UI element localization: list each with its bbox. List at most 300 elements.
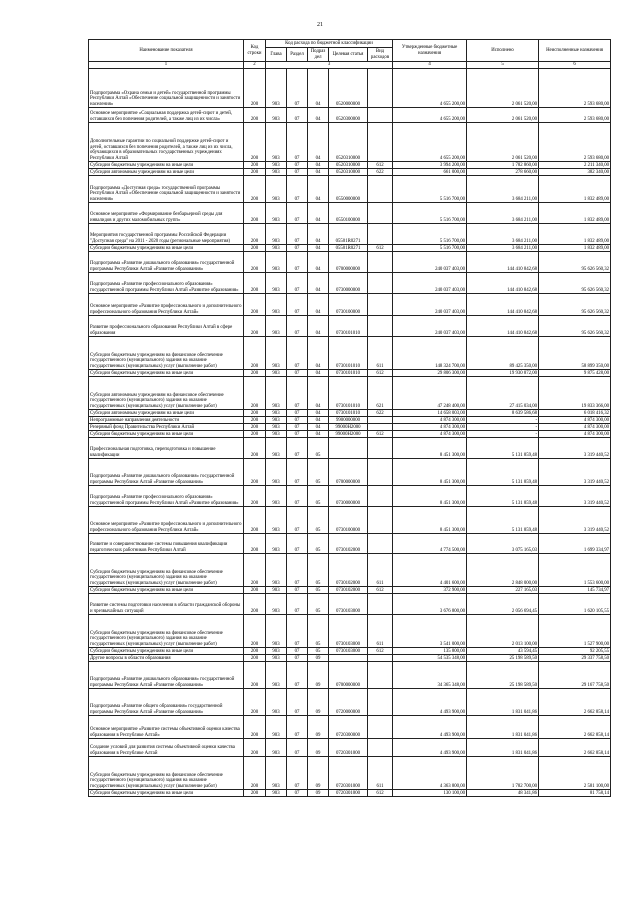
row-expense-type: 622 — [368, 169, 393, 176]
row-expense-type: 612 — [368, 162, 393, 169]
row-executed: 3 684 211,00 — [467, 224, 539, 245]
row-name: Субсидии бюджетным учреждениям на иные цели — [89, 790, 244, 797]
page-number: 21 — [317, 22, 323, 28]
row-executed: 2 848 000,00 — [467, 554, 539, 587]
row-glava: 903 — [266, 69, 287, 108]
row-name: Подпрограмма «Развитие дошкольного образования» государственной программы Республики Алтай «Развитие образования» — [89, 459, 244, 486]
row-unexecuted: 29 167 758,50 — [539, 662, 611, 689]
row-name: Субсидии автономным учреждениям на финансовое обеспечение государственного (муниципального) задания на оказание государственных (муниципальных) услуг (выполнение работ) — [89, 377, 244, 410]
table-row — [89, 594, 611, 615]
row-podrazdel: 04 — [308, 417, 329, 424]
row-target-article: 9900000000 — [329, 417, 368, 424]
row-target-article: 0520310000 — [329, 169, 368, 176]
row-line-code: 200 — [244, 790, 266, 797]
row-expense-type: 611 — [368, 757, 393, 790]
row-expense-type: 612 — [368, 790, 393, 797]
row-approved: 34 365 348,00 — [393, 662, 467, 689]
row-expense-type — [368, 424, 393, 431]
row-approved: 4 655 200,00 — [393, 108, 467, 123]
row-target-article: 0520300000 — [329, 108, 368, 123]
row-executed: 144 410 842,68 — [467, 252, 539, 273]
row-podrazdel: 04 — [308, 316, 329, 337]
row-expense-type — [368, 203, 393, 224]
row-unexecuted: 19 833 366,00 — [539, 377, 611, 410]
row-name: Субсидии бюджетным учреждениям на иные цели — [89, 162, 244, 169]
row-line-code: 200 — [244, 123, 266, 162]
row-razdel: 07 — [287, 417, 308, 424]
row-podrazdel: 04 — [308, 370, 329, 377]
row-razdel: 07 — [287, 224, 308, 245]
row-target-article: 0520310000 — [329, 162, 368, 169]
table-row — [89, 203, 611, 224]
table-row — [89, 169, 611, 176]
row-expense-type — [368, 662, 393, 689]
row-podrazdel: 09 — [308, 790, 329, 797]
row-approved: 4 874 300,00 — [393, 417, 467, 424]
row-podrazdel: 04 — [308, 123, 329, 162]
row-expense-type: 622 — [368, 410, 393, 417]
row-name: Развитие и совершенствование системы повышения квалификации педагогических работников Республики Алтай — [89, 534, 244, 554]
row-unexecuted: 2 662 858,14 — [539, 739, 611, 757]
row-unexecuted: 29 337 758,50 — [539, 655, 611, 662]
row-name: Подпрограмма «Доступная среда» государственной программы Республики Алтай «Обеспечение социальной защищенности и занятости населения» — [89, 176, 244, 203]
row-podrazdel: 09 — [308, 739, 329, 757]
row-target-article: 0730102000 — [329, 587, 368, 594]
row-unexecuted: 9 875 428,00 — [539, 370, 611, 377]
table-row — [89, 739, 611, 757]
row-target-article — [329, 438, 368, 459]
row-approved: 4 493 900,00 — [393, 689, 467, 716]
row-unexecuted: 2 593 680,00 — [539, 69, 611, 108]
row-name: Подпрограмма «Развитие дошкольного образования» государственной программы Республики Алтай «Развитие образования» — [89, 662, 244, 689]
row-name: Подпрограмма «Развитие профессионального образования» государственной программы Республики Алтай «Развитие образования» — [89, 273, 244, 294]
row-line-code: 200 — [244, 108, 266, 123]
row-glava: 903 — [266, 424, 287, 431]
row-glava: 903 — [266, 534, 287, 554]
row-name: Субсидии бюджетным учреждениям на иные цели — [89, 587, 244, 594]
row-target-article: 0730103000 — [329, 615, 368, 648]
row-razdel: 07 — [287, 486, 308, 507]
row-glava: 903 — [266, 486, 287, 507]
row-razdel: 07 — [287, 169, 308, 176]
row-line-code: 200 — [244, 438, 266, 459]
row-approved: 240 037 403,00 — [393, 316, 467, 337]
row-expense-type — [368, 486, 393, 507]
row-line-code: 200 — [244, 377, 266, 410]
row-line-code: 200 — [244, 739, 266, 757]
row-line-code: 200 — [244, 689, 266, 716]
header-razdel: Раздел — [287, 48, 308, 62]
row-approved: 8 451 300,00 — [393, 438, 467, 459]
row-glava: 903 — [266, 431, 287, 438]
row-name: Создание условий для развития системы объективной оценки качества образования в Республике Алтай — [89, 739, 244, 757]
row-target-article: 0730102000 — [329, 554, 368, 587]
row-unexecuted: 4 874 300,00 — [539, 424, 611, 431]
row-name: Основное мероприятие «Развитие профессионального и дополнительного профессионального образования Республики Алтай» — [89, 294, 244, 316]
row-unexecuted: 145 734,97 — [539, 587, 611, 594]
row-expense-type — [368, 459, 393, 486]
row-approved: 4 874 300,00 — [393, 424, 467, 431]
row-expense-type: 612 — [368, 245, 393, 252]
row-unexecuted: 1 832 489,00 — [539, 176, 611, 203]
row-executed: - — [467, 424, 539, 431]
row-unexecuted: 2 593 680,00 — [539, 108, 611, 123]
row-approved: 240 037 403,00 — [393, 273, 467, 294]
row-executed: 144 410 842,68 — [467, 273, 539, 294]
row-glava: 903 — [266, 655, 287, 662]
row-unexecuted: 1 620 105,55 — [539, 594, 611, 615]
row-executed: - — [467, 417, 539, 424]
row-line-code: 200 — [244, 424, 266, 431]
row-target-article: 05501R0271 — [329, 224, 368, 245]
row-approved: 4 493 900,00 — [393, 716, 467, 739]
row-razdel: 07 — [287, 176, 308, 203]
row-glava: 903 — [266, 224, 287, 245]
row-expense-type — [368, 534, 393, 554]
row-name: Субсидии бюджетным учреждениям на иные цели — [89, 648, 244, 655]
row-razdel: 07 — [287, 648, 308, 655]
row-expense-type — [368, 417, 393, 424]
row-approved: 661 000,00 — [393, 169, 467, 176]
row-executed: 278 660,00 — [467, 169, 539, 176]
row-executed: 3 684 211,00 — [467, 176, 539, 203]
row-glava: 903 — [266, 594, 287, 615]
row-line-code: 200 — [244, 757, 266, 790]
row-razdel: 07 — [287, 438, 308, 459]
table-row — [89, 410, 611, 417]
row-expense-type — [368, 689, 393, 716]
row-target-article: 0730103000 — [329, 594, 368, 615]
row-podrazdel: 05 — [308, 648, 329, 655]
row-target-article: 0700000000 — [329, 459, 368, 486]
row-glava: 903 — [266, 245, 287, 252]
row-line-code: 200 — [244, 224, 266, 245]
row-approved: 29 806 300,00 — [393, 370, 467, 377]
row-expense-type: 611 — [368, 615, 393, 648]
row-line-code: 200 — [244, 294, 266, 316]
row-razdel: 07 — [287, 594, 308, 615]
row-line-code: 200 — [244, 370, 266, 377]
row-name: Субсидии бюджетным учреждениям на финансовое обеспечение государственного (муниципального) задания на оказание государственных (муниципальных) услуг (выполнение работ) — [89, 615, 244, 648]
table-row — [89, 108, 611, 123]
header-code-line: Код строки — [244, 40, 266, 62]
row-approved: 130 100,00 — [393, 790, 467, 797]
row-line-code: 200 — [244, 176, 266, 203]
table-row — [89, 587, 611, 594]
row-approved: 372 900,00 — [393, 587, 467, 594]
row-razdel: 07 — [287, 316, 308, 337]
row-podrazdel: 04 — [308, 169, 329, 176]
row-unexecuted: 95 626 560,32 — [539, 273, 611, 294]
row-line-code: 200 — [244, 273, 266, 294]
row-glava: 903 — [266, 176, 287, 203]
row-glava: 903 — [266, 377, 287, 410]
row-expense-type — [368, 594, 393, 615]
row-approved: 8 451 300,00 — [393, 486, 467, 507]
row-unexecuted: 6 018 416,32 — [539, 410, 611, 417]
row-executed: 1 782 700,00 — [467, 757, 539, 790]
row-executed: 43 594,45 — [467, 648, 539, 655]
table-row — [89, 431, 611, 438]
row-expense-type — [368, 252, 393, 273]
row-unexecuted: 95 626 560,32 — [539, 316, 611, 337]
row-razdel: 07 — [287, 739, 308, 757]
row-razdel: 07 — [287, 273, 308, 294]
row-glava: 903 — [266, 790, 287, 797]
row-approved: 3 541 000,00 — [393, 615, 467, 648]
row-glava: 903 — [266, 662, 287, 689]
index-cell: 4 — [393, 62, 467, 69]
row-line-code: 200 — [244, 410, 266, 417]
row-executed: 1 831 041,86 — [467, 716, 539, 739]
row-target-article: 0730100000 — [329, 294, 368, 316]
row-executed: 19 930 872,00 — [467, 370, 539, 377]
row-unexecuted: 2 581 100,00 — [539, 757, 611, 790]
row-razdel: 07 — [287, 108, 308, 123]
row-executed: 2 061 520,00 — [467, 123, 539, 162]
table-row — [89, 662, 611, 689]
header-name: Наименование показателя — [89, 40, 244, 62]
row-line-code: 200 — [244, 431, 266, 438]
row-name: Другие вопросы в области образования — [89, 655, 244, 662]
row-expense-type: 611 — [368, 337, 393, 370]
header-expense-type: Вид расходов — [368, 48, 393, 62]
row-glava: 903 — [266, 252, 287, 273]
row-expense-type: 611 — [368, 554, 393, 587]
index-cell: 6 — [539, 62, 611, 69]
table-row — [89, 554, 611, 587]
row-target-article: 0720300000 — [329, 716, 368, 739]
row-podrazdel: 09 — [308, 716, 329, 739]
row-glava: 903 — [266, 108, 287, 123]
table-row — [89, 123, 611, 162]
row-unexecuted: 2 662 858,14 — [539, 716, 611, 739]
row-executed: 2 061 520,00 — [467, 69, 539, 108]
row-executed: 5 131 859,48 — [467, 486, 539, 507]
row-razdel: 07 — [287, 459, 308, 486]
row-razdel: 07 — [287, 424, 308, 431]
header-executed: Исполнено — [467, 40, 539, 62]
row-name: Подпрограмма «Развитие общего образования» государственной программы Республики Алтай «Развитие образования» — [89, 689, 244, 716]
row-podrazdel: 05 — [308, 459, 329, 486]
row-line-code: 200 — [244, 486, 266, 507]
row-podrazdel: 04 — [308, 337, 329, 370]
row-razdel: 07 — [287, 790, 308, 797]
row-executed: 144 410 842,68 — [467, 294, 539, 316]
row-name: Подпрограмма «Охрана семьи и детей» государственной программы Республики Алтай «Обеспечение социальной защищенности и занятости населения» — [89, 69, 244, 108]
row-executed: 89 425 350,00 — [467, 337, 539, 370]
row-glava: 903 — [266, 554, 287, 587]
row-glava: 903 — [266, 410, 287, 417]
row-executed: 25 198 589,50 — [467, 655, 539, 662]
row-podrazdel: 04 — [308, 176, 329, 203]
row-unexecuted: 4 874 300,00 — [539, 417, 611, 424]
header-glava: Глава — [266, 48, 287, 62]
row-name: Развитие профессионального образования Республики Алтай в сфере образования — [89, 316, 244, 337]
row-unexecuted: 1 553 600,00 — [539, 554, 611, 587]
row-glava: 903 — [266, 123, 287, 162]
row-name: Подпрограмма «Развитие дошкольного образования» государственной программы Республики Алтай «Развитие образования» — [89, 252, 244, 273]
row-executed: 27 415 034,00 — [467, 377, 539, 410]
row-podrazdel: 05 — [308, 615, 329, 648]
row-target-article: 0700000000 — [329, 662, 368, 689]
row-podrazdel: 04 — [308, 410, 329, 417]
row-podrazdel: 05 — [308, 507, 329, 534]
table-row — [89, 273, 611, 294]
row-executed: 3 684 211,00 — [467, 203, 539, 224]
row-line-code: 200 — [244, 554, 266, 587]
header-target: Целевая статья — [329, 48, 368, 62]
row-line-code: 200 — [244, 594, 266, 615]
row-approved: 240 037 403,00 — [393, 294, 467, 316]
row-line-code: 200 — [244, 534, 266, 554]
row-target-article: 0700000000 — [329, 252, 368, 273]
table-row — [89, 689, 611, 716]
row-razdel: 07 — [287, 662, 308, 689]
row-approved: 5 516 700,00 — [393, 224, 467, 245]
row-target-article: 0720301000 — [329, 790, 368, 797]
row-name: Основное мероприятие «Социальная поддержка детей-сирот и детей, оставшихся без попечения родителей, а также лиц из их числа» — [89, 108, 244, 123]
row-target-article: 0730101010 — [329, 370, 368, 377]
row-line-code: 200 — [244, 203, 266, 224]
row-line-code: 200 — [244, 162, 266, 169]
row-unexecuted: 1 832 489,00 — [539, 203, 611, 224]
row-unexecuted: 2 662 858,14 — [539, 689, 611, 716]
row-podrazdel: 09 — [308, 662, 329, 689]
row-razdel: 07 — [287, 615, 308, 648]
row-glava: 903 — [266, 417, 287, 424]
row-unexecuted: 1 527 900,00 — [539, 615, 611, 648]
row-glava: 903 — [266, 316, 287, 337]
row-razdel: 07 — [287, 377, 308, 410]
row-approved: 5 516 700,00 — [393, 245, 467, 252]
row-glava: 903 — [266, 162, 287, 169]
row-approved: 4 493 900,00 — [393, 739, 467, 757]
row-podrazdel: 04 — [308, 294, 329, 316]
row-podrazdel: 05 — [308, 554, 329, 587]
row-unexecuted: 95 626 560,32 — [539, 294, 611, 316]
row-expense-type: 612 — [368, 648, 393, 655]
row-razdel: 07 — [287, 245, 308, 252]
row-glava: 903 — [266, 273, 287, 294]
row-approved: 5 516 700,00 — [393, 203, 467, 224]
row-line-code: 200 — [244, 169, 266, 176]
row-glava: 903 — [266, 507, 287, 534]
table-row — [89, 438, 611, 459]
row-razdel: 07 — [287, 294, 308, 316]
row-executed: 3 684 211,00 — [467, 245, 539, 252]
row-expense-type — [368, 224, 393, 245]
row-target-article: 0550000000 — [329, 176, 368, 203]
row-target-article: 0720000000 — [329, 689, 368, 716]
row-razdel: 07 — [287, 587, 308, 594]
row-razdel: 07 — [287, 410, 308, 417]
row-target-article: 0730101010 — [329, 316, 368, 337]
row-unexecuted: 3 319 440,52 — [539, 507, 611, 534]
row-line-code: 200 — [244, 337, 266, 370]
row-glava: 903 — [266, 337, 287, 370]
row-podrazdel: 04 — [308, 162, 329, 169]
table-row — [89, 370, 611, 377]
row-approved: 8 451 300,00 — [393, 459, 467, 486]
row-executed: - — [467, 431, 539, 438]
index-cell: 5 — [467, 62, 539, 69]
row-executed: 1 831 041,86 — [467, 739, 539, 757]
row-line-code: 200 — [244, 245, 266, 252]
row-target-article: 0730103000 — [329, 648, 368, 655]
row-glava: 903 — [266, 648, 287, 655]
row-target-article: 0730000000 — [329, 273, 368, 294]
row-podrazdel: 09 — [308, 655, 329, 662]
row-razdel: 07 — [287, 123, 308, 162]
row-target-article: 0550100000 — [329, 203, 368, 224]
row-expense-type — [368, 739, 393, 757]
row-unexecuted: 1 699 334,97 — [539, 534, 611, 554]
row-expense-type: 612 — [368, 587, 393, 594]
row-approved: 148 324 700,00 — [393, 337, 467, 370]
row-line-code: 200 — [244, 615, 266, 648]
table-row — [89, 316, 611, 337]
table-row — [89, 648, 611, 655]
row-glava: 903 — [266, 294, 287, 316]
row-razdel: 07 — [287, 337, 308, 370]
row-unexecuted: 4 874 300,00 — [539, 431, 611, 438]
table-row — [89, 486, 611, 507]
table-row — [89, 252, 611, 273]
row-approved: 3 994 200,00 — [393, 162, 467, 169]
row-expense-type — [368, 507, 393, 534]
row-glava: 903 — [266, 370, 287, 377]
row-glava: 903 — [266, 587, 287, 594]
row-approved: 4 874 300,00 — [393, 431, 467, 438]
table-row — [89, 757, 611, 790]
row-glava: 903 — [266, 438, 287, 459]
row-expense-type: 612 — [368, 370, 393, 377]
row-podrazdel: 04 — [308, 273, 329, 294]
row-name: Профессиональная подготовка, переподготовка и повышение квалификации — [89, 438, 244, 459]
table-row — [89, 294, 611, 316]
row-razdel: 07 — [287, 431, 308, 438]
row-name: Субсидии бюджетным учреждениям на иные цели — [89, 370, 244, 377]
row-unexecuted: 2 211 340,00 — [539, 162, 611, 169]
row-approved: 4 655 200,00 — [393, 69, 467, 108]
row-approved: 4 363 800,00 — [393, 757, 467, 790]
row-executed: 8 639 586,68 — [467, 410, 539, 417]
row-executed: 5 131 859,48 — [467, 438, 539, 459]
row-podrazdel: 04 — [308, 224, 329, 245]
row-target-article: 99000Н2000 — [329, 431, 368, 438]
row-razdel: 07 — [287, 370, 308, 377]
row-approved: 240 037 403,00 — [393, 252, 467, 273]
row-podrazdel: 04 — [308, 377, 329, 410]
row-target-article: 0730101010 — [329, 410, 368, 417]
row-podrazdel: 09 — [308, 757, 329, 790]
row-expense-type — [368, 176, 393, 203]
row-podrazdel: 04 — [308, 203, 329, 224]
row-line-code: 200 — [244, 316, 266, 337]
row-name: Мероприятия государственной программы Российской Федерации "Доступная среда" на 2011 - 2020 годы (региональные мероприятия) — [89, 224, 244, 245]
row-razdel: 07 — [287, 69, 308, 108]
row-target-article: 0520000000 — [329, 69, 368, 108]
row-podrazdel: 04 — [308, 252, 329, 273]
row-line-code: 200 — [244, 69, 266, 108]
row-podrazdel: 05 — [308, 587, 329, 594]
row-executed: 5 131 859,48 — [467, 459, 539, 486]
row-line-code: 200 — [244, 587, 266, 594]
table-row — [89, 459, 611, 486]
row-approved: 135 800,00 — [393, 648, 467, 655]
table-row — [89, 417, 611, 424]
